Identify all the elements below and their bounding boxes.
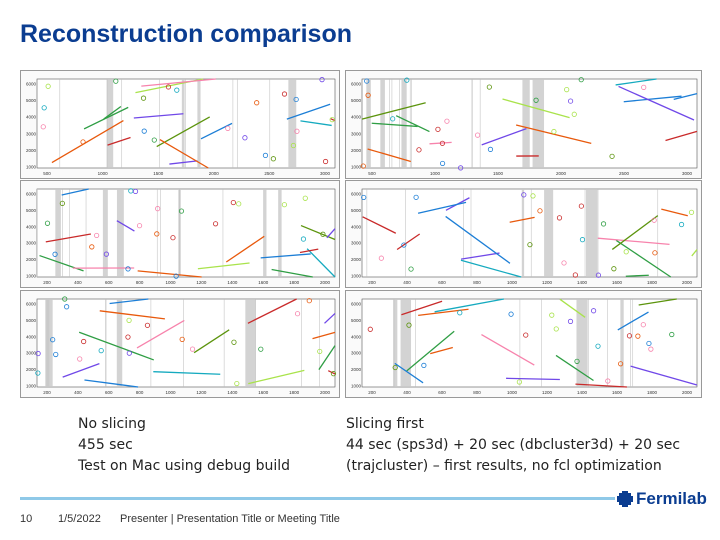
right-caption-line-1: Slicing first (346, 416, 424, 432)
x-tick-label: 800 (473, 280, 481, 285)
fermilab-logo-text: Fermilab (636, 489, 707, 508)
y-tick-label: 2000 (25, 147, 36, 153)
x-tick-label: 1400 (576, 390, 588, 395)
x-tick-label: 3000 (681, 171, 693, 176)
x-tick-label: 2000 (681, 390, 693, 395)
y-tick-label: 3000 (25, 131, 36, 137)
y-tick-label: 6000 (25, 81, 36, 87)
y-tick-label: 5000 (25, 317, 36, 323)
y-tick-label: 5000 (25, 98, 36, 104)
x-tick-label: 600 (438, 390, 446, 395)
x-tick-label: 1000 (97, 171, 108, 176)
y-tick-label: 1000 (350, 164, 361, 170)
dead-wire-band (117, 299, 122, 387)
event-display-right-2-plot (346, 181, 701, 287)
x-tick-label: 2000 (555, 171, 567, 176)
y-tick-label: 1000 (350, 273, 361, 279)
left-caption (78, 414, 290, 477)
x-tick-label: 3000 (319, 171, 331, 176)
x-tick-label: 1600 (611, 390, 623, 395)
x-tick-label: 200 (43, 390, 51, 395)
event-display-left-1-plot (21, 71, 339, 178)
dead-wire-band (544, 189, 553, 277)
x-tick-label: 1400 (576, 280, 588, 285)
dead-wire-band (366, 79, 370, 168)
y-tick-label: 3000 (25, 240, 36, 246)
right-caption (346, 414, 680, 477)
y-tick-label: 2000 (25, 257, 36, 263)
y-tick-label: 4000 (25, 224, 36, 230)
dead-wire-band (117, 189, 124, 277)
right-caption-line-3: (trajcluster) – first results, no fcl optimization (346, 458, 662, 474)
y-tick-label: 2000 (350, 257, 361, 263)
y-tick-label: 3000 (25, 350, 36, 356)
x-tick-label: 200 (368, 280, 376, 285)
x-tick-label: 1000 (165, 390, 176, 395)
y-tick-label: 6000 (350, 81, 361, 87)
footer-text: Presenter | Presentation Title or Meeting Title (120, 513, 340, 525)
y-tick-label: 4000 (350, 114, 361, 120)
x-tick-label: 1000 (506, 280, 518, 285)
x-tick-label: 1200 (541, 390, 553, 395)
x-tick-label: 800 (473, 390, 481, 395)
dead-wire-band (107, 79, 113, 168)
x-tick-label: 400 (403, 280, 411, 285)
x-tick-label: 1500 (153, 171, 164, 176)
x-tick-label: 1000 (429, 171, 441, 176)
y-tick-label: 5000 (350, 207, 361, 213)
y-tick-label: 5000 (25, 207, 36, 213)
fermilab-logo-icon (617, 491, 633, 507)
x-tick-label: 1200 (541, 280, 553, 285)
dead-wire-band (401, 79, 406, 168)
y-tick-label: 5000 (350, 98, 361, 104)
x-tick-label: 400 (74, 390, 82, 395)
y-tick-label: 6000 (350, 191, 361, 197)
y-tick-label: 4000 (350, 224, 361, 230)
event-display-right-3 (345, 290, 702, 398)
x-tick-label: 200 (368, 390, 376, 395)
y-tick-label: 2000 (25, 367, 36, 373)
x-tick-label: 1600 (258, 390, 269, 395)
x-tick-label: 200 (43, 280, 51, 285)
x-tick-label: 400 (74, 280, 82, 285)
event-display-left-2-plot (21, 181, 339, 287)
x-tick-label: 1600 (258, 280, 269, 285)
page-number: 10 (20, 513, 33, 525)
footer-rule (20, 497, 615, 500)
x-tick-label: 1500 (492, 171, 504, 176)
dead-wire-band (245, 299, 256, 387)
y-tick-label: 1000 (25, 383, 36, 389)
dead-wire-band (522, 79, 529, 168)
plot-frame (362, 189, 697, 277)
x-tick-label: 2000 (208, 171, 219, 176)
x-tick-label: 600 (105, 280, 113, 285)
y-tick-label: 3000 (350, 350, 361, 356)
x-tick-label: 1400 (227, 390, 238, 395)
dead-wire-band (263, 189, 266, 277)
x-tick-label: 800 (135, 280, 144, 285)
x-tick-label: 1000 (506, 390, 518, 395)
y-tick-label: 1000 (350, 383, 361, 389)
x-tick-label: 1800 (289, 390, 300, 395)
dead-wire-band (522, 189, 524, 277)
y-tick-label: 5000 (350, 317, 361, 323)
left-caption-line-1: No slicing (78, 416, 146, 432)
event-display-right-3-plot (346, 291, 701, 397)
y-tick-label: 6000 (25, 301, 36, 307)
left-caption-line-2: 455 sec (78, 437, 133, 453)
dead-wire-band (182, 79, 185, 168)
event-display-right-1 (345, 70, 702, 179)
event-display-left-1 (20, 70, 340, 179)
event-display-left-3-plot (21, 291, 339, 397)
y-tick-label: 1000 (25, 273, 36, 279)
dead-wire-band (103, 189, 108, 277)
x-tick-label: 1200 (196, 390, 207, 395)
x-tick-label: 600 (438, 280, 446, 285)
event-display-right-1-plot (346, 71, 701, 178)
x-tick-label: 2000 (319, 280, 331, 285)
x-tick-label: 2500 (618, 171, 630, 176)
x-tick-label: 2500 (264, 171, 275, 176)
left-caption-line-3: Test on Mac using debug build (78, 458, 291, 474)
y-tick-label: 3000 (350, 240, 361, 246)
y-tick-label: 2000 (350, 147, 361, 153)
y-tick-label: 6000 (350, 301, 361, 307)
event-display-left-3 (20, 290, 340, 398)
fermilab-logo (617, 489, 707, 509)
event-display-left-2 (20, 180, 340, 288)
x-tick-label: 500 (368, 171, 376, 176)
x-tick-label: 1600 (611, 280, 623, 285)
dead-wire-band (620, 299, 623, 387)
y-tick-label: 6000 (25, 191, 36, 197)
y-tick-label: 4000 (25, 114, 36, 120)
x-tick-label: 800 (135, 390, 144, 395)
x-tick-label: 1200 (196, 280, 207, 285)
y-tick-label: 4000 (25, 334, 36, 340)
x-tick-label: 1000 (165, 280, 176, 285)
y-tick-label: 4000 (350, 334, 361, 340)
x-tick-label: 600 (105, 390, 113, 395)
x-tick-label: 2000 (319, 390, 331, 395)
dead-wire-band (533, 79, 544, 168)
y-tick-label: 1000 (25, 164, 36, 170)
dead-wire-band (288, 79, 296, 168)
footer-date: 1/5/2022 (58, 513, 101, 525)
x-tick-label: 400 (403, 390, 411, 395)
y-tick-label: 2000 (350, 367, 361, 373)
x-tick-label: 500 (43, 171, 51, 176)
dead-wire-band (45, 299, 52, 387)
dead-wire-band (278, 189, 281, 277)
right-caption-line-2: 44 sec (sps3d) + 20 sec (dbcluster3d) + 20 sec (346, 437, 681, 453)
plot-frame (37, 189, 335, 277)
x-tick-label: 1800 (646, 390, 658, 395)
x-tick-label: 2000 (681, 280, 693, 285)
x-tick-label: 1800 (646, 280, 658, 285)
slide-title: Reconstruction comparison (20, 20, 352, 48)
y-tick-label: 3000 (350, 131, 361, 137)
dead-wire-band (586, 189, 597, 277)
event-display-right-2 (345, 180, 702, 288)
x-tick-label: 1800 (289, 280, 300, 285)
x-tick-label: 1400 (227, 280, 238, 285)
